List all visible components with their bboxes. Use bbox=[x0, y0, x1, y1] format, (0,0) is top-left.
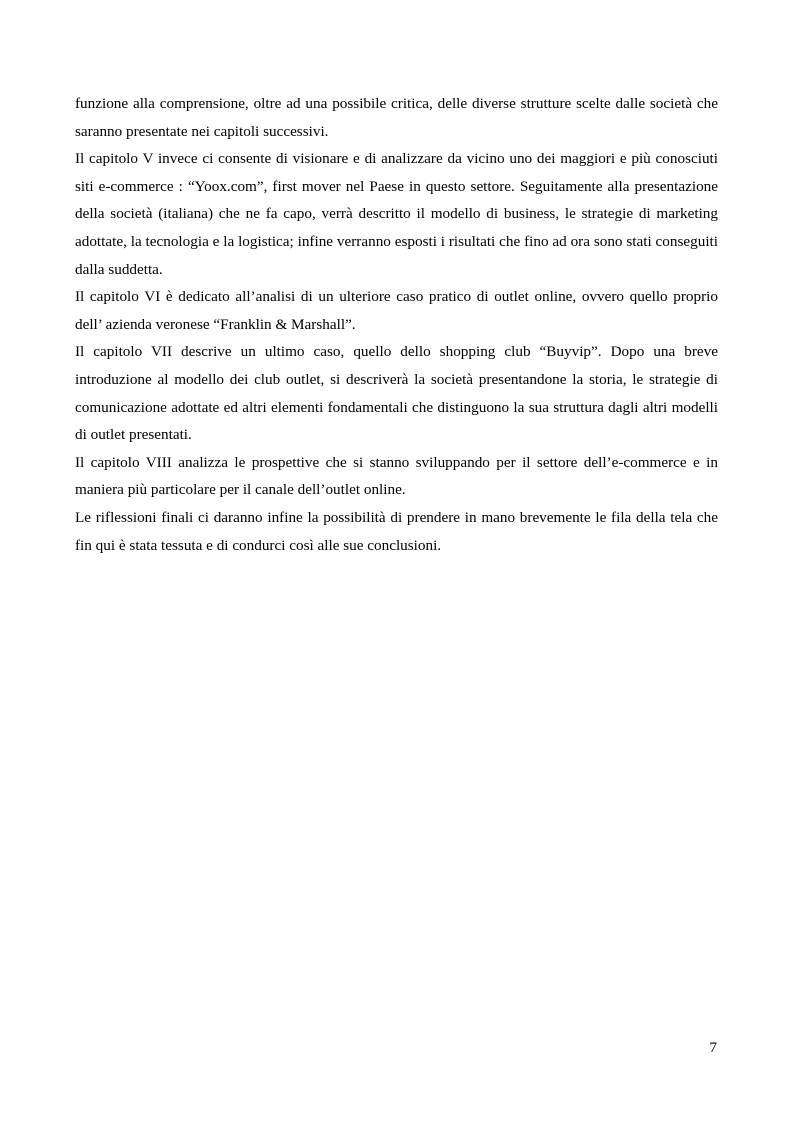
paragraph-final-reflections: Le riflessioni finali ci daranno infine la possibilità di prendere in mano brevemente le fila della tela che fin qui è stata tessuta e di condurci così alle sue conclusioni. bbox=[75, 508, 718, 554]
paragraph-chapter-8: Il capitolo VIII analizza le prospettive che si stanno sviluppando per il settore dell’e-commerce e in maniera più particolare per il canale dell’outlet online. bbox=[75, 453, 718, 499]
paragraph-chapter-6: Il capitolo VI è dedicato all’analisi di un ulteriore caso pratico di outlet online, ovvero quello proprio dell’ azienda veronese “Franklin & Marshall”. bbox=[75, 288, 718, 333]
paragraph-intro-continuation: funzione alla comprensione, oltre ad una possibile critica, delle diverse strutture scelte dalle società che saranno presentate nei capitoli successivi. bbox=[75, 95, 718, 140]
page-number: 7 bbox=[709, 1039, 717, 1056]
paragraph-chapter-7: Il capitolo VII descrive un ultimo caso, quello dello shopping club “Buyvip”. Dopo una breve introduzione al modello dei club outlet, si descriverà la società presentandone la storia, le strategie di comunicazione adottate ed altri elementi fondamentali che distinguono la sua struttura dagli altri modelli di outlet presentati. bbox=[75, 343, 718, 444]
body-text bbox=[75, 90, 718, 559]
paragraph-chapter-5: Il capitolo V invece ci consente di visionare e di analizzare da vicino uno dei maggiori e più conosciuti siti e-commerce : “Yoox.com”, first mover nel Paese in questo settore. Seguitamente alla presentazione della società (italiana) che ne fa capo, verrà descritto il modello di business, le strategie di marketing adottate, la tecnologia e la logistica; infine verranno esposti i risultati che fino ad ora sono stati conseguiti dalla suddetta. bbox=[75, 150, 718, 278]
